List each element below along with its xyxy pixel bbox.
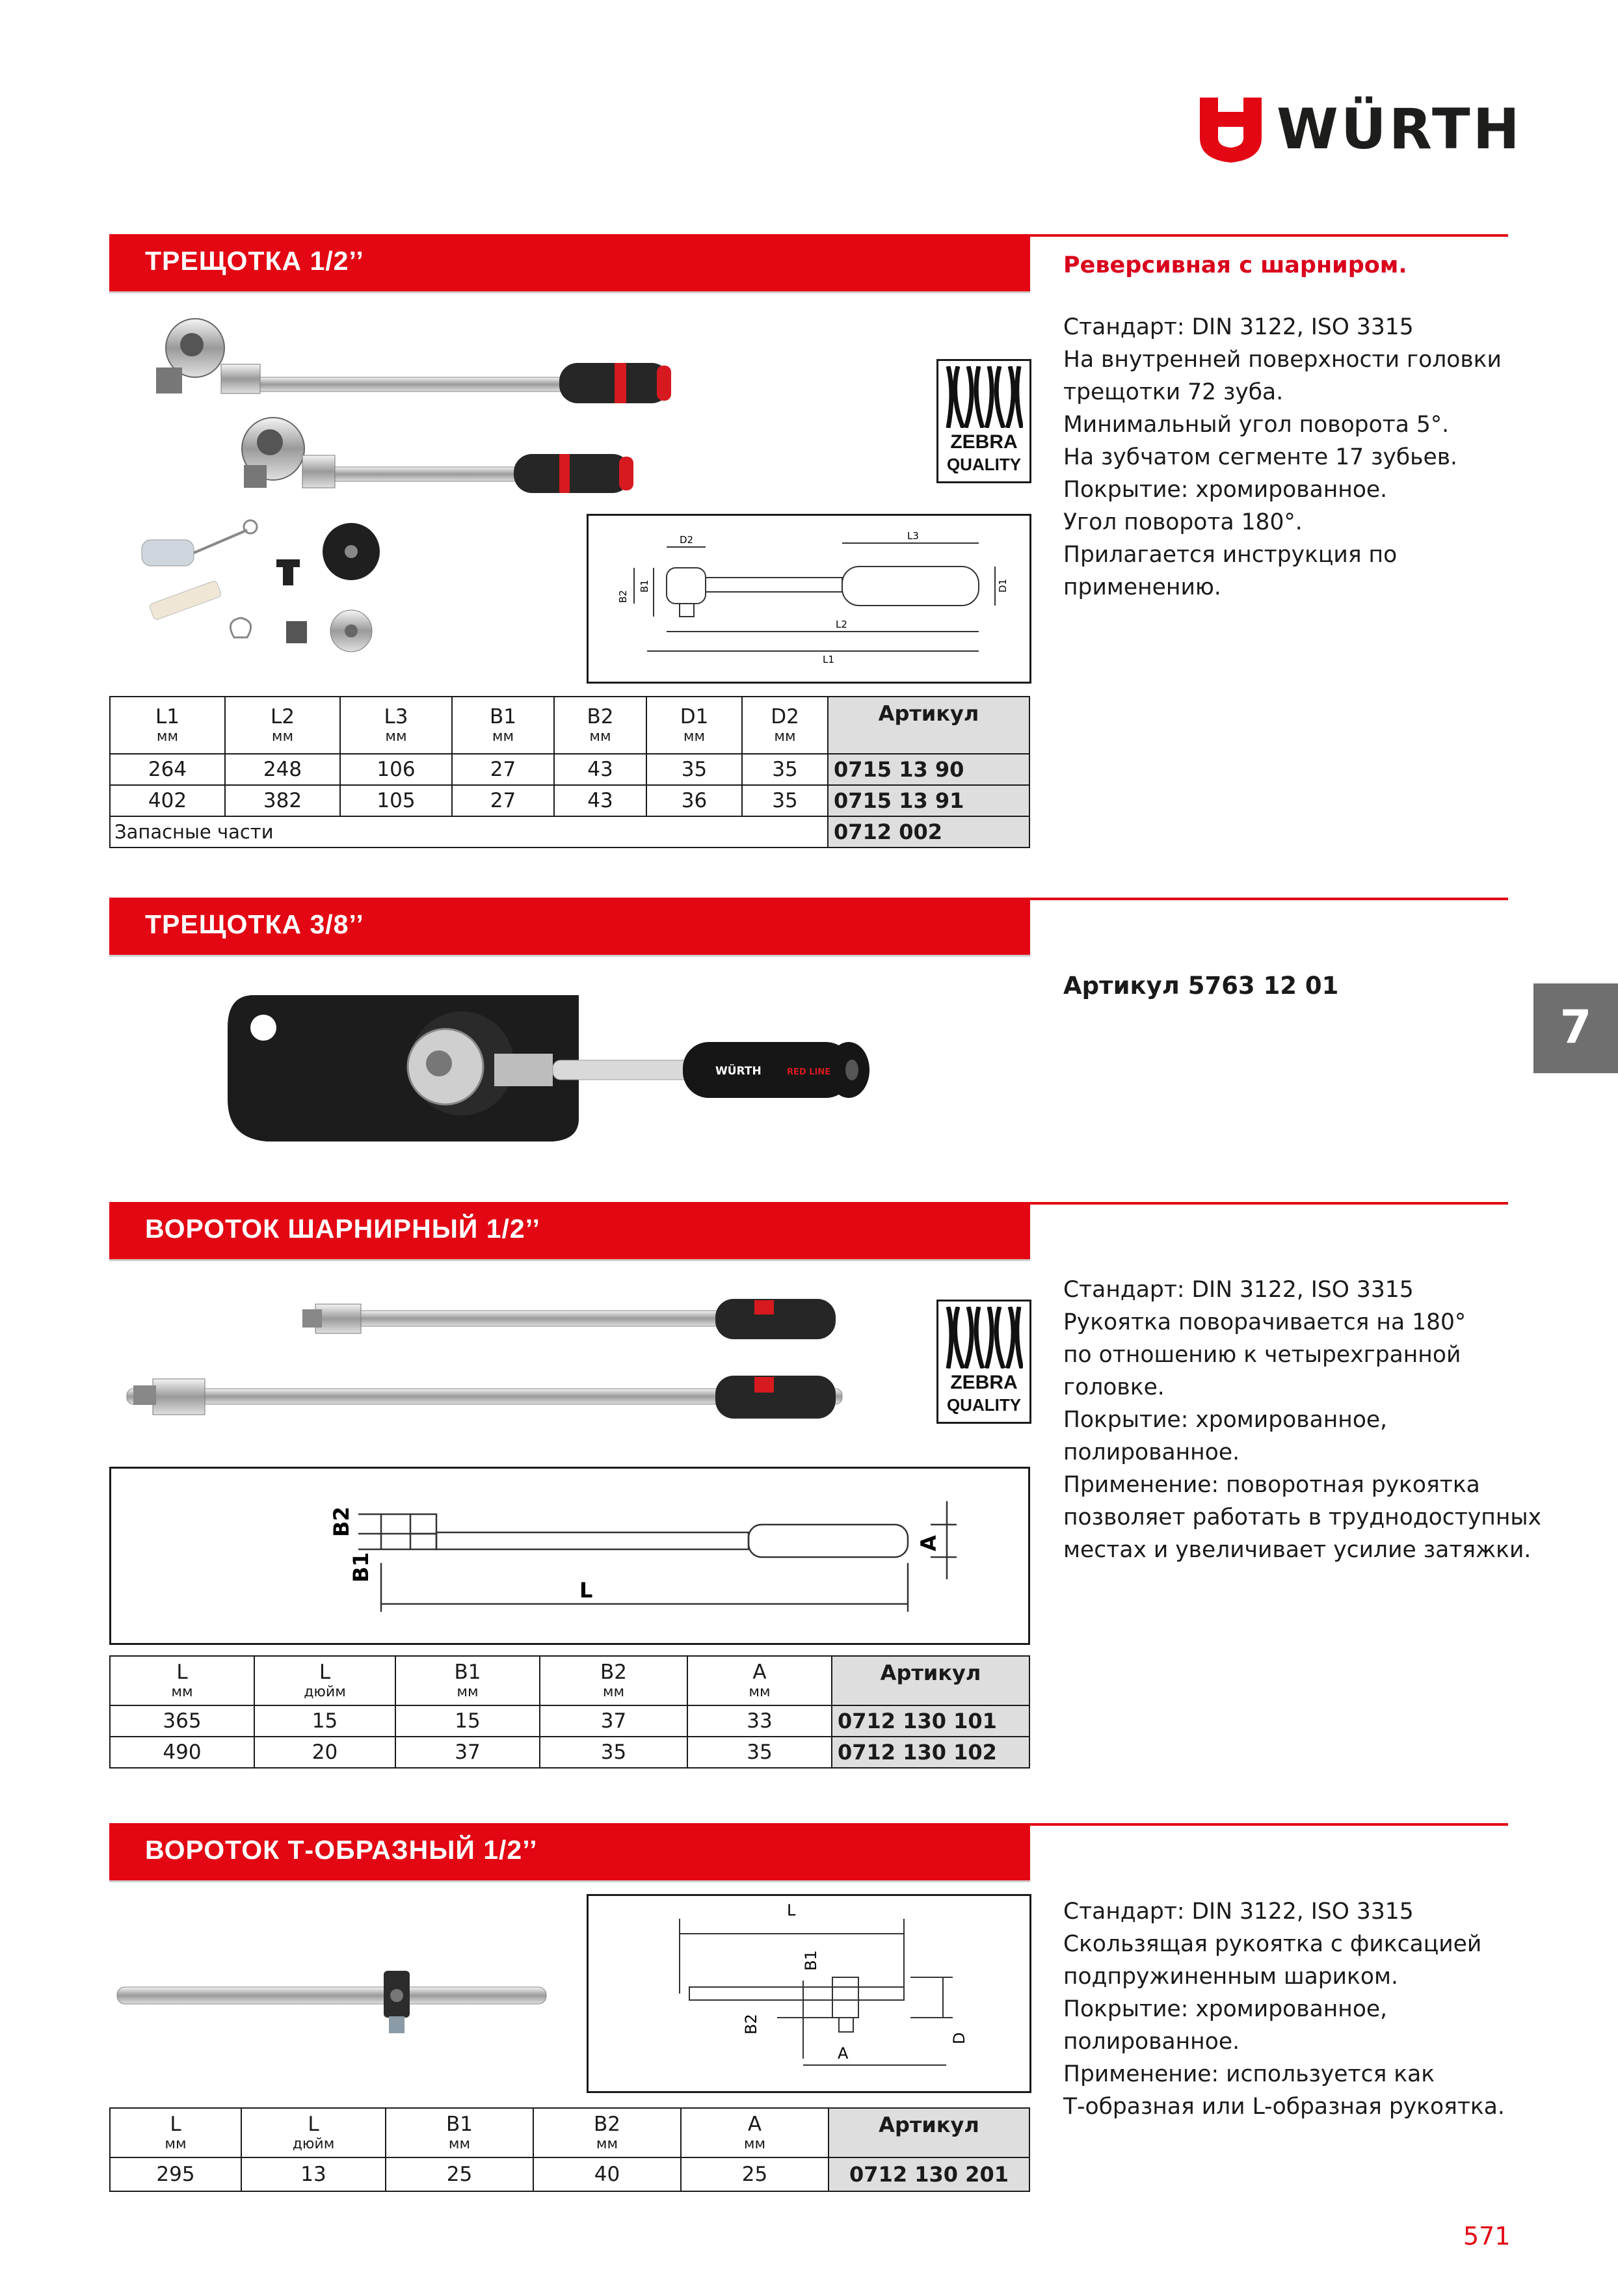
table-row <box>110 1705 1029 1737</box>
handle-brand: WÜRTH <box>715 1065 762 1078</box>
cell: 264 <box>110 754 225 785</box>
table-header-row <box>110 2108 1029 2157</box>
cell: 37 <box>540 1705 687 1737</box>
cell: 35 <box>646 754 742 785</box>
article-line: Артикул 5763 12 01 <box>1063 972 1339 1000</box>
article-number: 0715 13 90 <box>828 754 1029 785</box>
article-number: 0712 130 201 <box>829 2157 1029 2191</box>
desc-line: позволяет работать в труднодоступных <box>1063 1504 1542 1530</box>
section-rule <box>1030 898 1508 900</box>
cell: 15 <box>395 1705 540 1737</box>
chapter-tab <box>1533 983 1618 1073</box>
label-l3: L3 <box>907 530 919 542</box>
chapter-number: 7 <box>1559 1000 1592 1054</box>
section-title: ВОРОТОК Т-ОБРАЗНЫЙ 1/2’’ <box>145 1835 538 1865</box>
cell: 35 <box>687 1737 832 1768</box>
section-divider <box>109 1880 1030 1882</box>
col-header: D1 мм <box>646 697 742 754</box>
section-title: ВОРОТОК ШАРНИРНЫЙ 1/2’’ <box>145 1214 540 1244</box>
desc-line: Применение: поворотная рукоятка <box>1063 1472 1480 1498</box>
label-b2: B2 <box>742 2014 760 2035</box>
desc-line: подпружиненным шариком. <box>1063 1964 1398 1990</box>
label-b1: B1 <box>349 1552 373 1582</box>
cell: 15 <box>254 1705 395 1737</box>
desc-line: Угол поворота 180°. <box>1063 509 1303 535</box>
label-d: D <box>950 2032 968 2044</box>
article-number: 0712 002 <box>828 816 1029 848</box>
desc-line: Рукоятка поворачивается на 180° <box>1063 1309 1466 1335</box>
section-description <box>1063 1895 1512 2123</box>
zebra-label: ZEBRA <box>950 1372 1018 1393</box>
section-rule <box>1030 234 1508 237</box>
ratchet-3-8-photo <box>215 969 897 1151</box>
cell: 25 <box>386 2157 533 2191</box>
cell: 33 <box>687 1705 832 1737</box>
spare-parts-row <box>110 816 1029 848</box>
section-subtitle: Реверсивная с шарниром. <box>1063 252 1407 278</box>
article-header: Артикул <box>828 697 1029 754</box>
desc-line: по отношению к четырехгранной <box>1063 1342 1461 1368</box>
t-handle-technical-drawing <box>587 1894 1031 2093</box>
quality-label: QUALITY <box>946 455 1022 474</box>
dimension-drawing <box>589 516 1029 682</box>
zebra-stripes-icon <box>945 366 1023 428</box>
section-divider <box>109 1259 1030 1261</box>
cell: 365 <box>110 1705 254 1737</box>
desc-line: Покрытие: хромированное, <box>1063 1996 1388 2022</box>
section-rule <box>1030 1202 1508 1205</box>
desc-line: применению. <box>1063 574 1221 600</box>
cell: 295 <box>110 2157 241 2191</box>
desc-line: головке. <box>1063 1374 1165 1400</box>
label-b1: B1 <box>639 580 650 593</box>
cell: 382 <box>225 785 340 816</box>
cell: 25 <box>681 2157 829 2191</box>
cell: 35 <box>742 785 828 816</box>
desc-line: Скользящая рукоятка с фиксацией <box>1063 1931 1482 1957</box>
zebra-label: ZEBRA <box>950 431 1018 453</box>
cell: 27 <box>452 785 554 816</box>
desc-line: Стандарт: DIN 3122, ISO 3315 <box>1063 314 1414 340</box>
label-d2: D2 <box>680 534 694 546</box>
cell: 43 <box>554 754 646 785</box>
label-a: A <box>838 2044 849 2062</box>
col-header: L3 мм <box>340 697 452 754</box>
article-header: Артикул <box>832 1656 1029 1705</box>
table-header-row <box>110 697 1029 754</box>
wurth-logo-icon <box>1200 98 1262 163</box>
desc-line: Покрытие: хромированное, <box>1063 1407 1388 1433</box>
cell: 40 <box>533 2157 681 2191</box>
article-number: 0712 130 102 <box>832 1737 1029 1768</box>
col-header: B1 мм <box>386 2108 533 2157</box>
zebra-quality-badge <box>936 359 1031 483</box>
col-header: L2 мм <box>225 697 340 754</box>
col-header: B2 мм <box>554 697 646 754</box>
cell: 43 <box>554 785 646 816</box>
label-d1: D1 <box>997 578 1009 593</box>
label-l: L <box>787 1901 796 1919</box>
desc-line: На зубчатом сегменте 17 зубьев. <box>1063 444 1457 470</box>
table-header-row <box>110 1656 1029 1705</box>
desc-line: Стандарт: DIN 3122, ISO 3315 <box>1063 1277 1414 1303</box>
article-header: Артикул <box>829 2108 1029 2157</box>
label-b2: B2 <box>329 1506 354 1537</box>
table-row <box>110 2157 1029 2191</box>
zebra-stripes-icon <box>945 1307 1023 1368</box>
ratchet-technical-drawing <box>587 514 1031 684</box>
dimension-drawing <box>111 1469 1028 1643</box>
desc-line: Покрытие: хромированное. <box>1063 477 1388 503</box>
cell: 402 <box>110 785 225 816</box>
col-header: B2 мм <box>540 1656 687 1705</box>
article-number: 0712 130 101 <box>832 1705 1029 1737</box>
quality-label: QUALITY <box>946 1395 1022 1415</box>
logo-text: WÜRTH <box>1277 97 1522 162</box>
cell: 106 <box>340 754 452 785</box>
label-l2: L2 <box>836 619 847 630</box>
spec-table-t-handle <box>109 2107 1030 2192</box>
label-l1: L1 <box>823 654 834 665</box>
cell: 490 <box>110 1737 254 1768</box>
section-header-hinged-handle <box>109 1202 1030 1259</box>
section-header-ratchet-3-8 <box>109 898 1030 955</box>
cell: 35 <box>742 754 828 785</box>
article-number: 0715 13 91 <box>828 785 1029 816</box>
cell: 35 <box>540 1737 687 1768</box>
col-header: A мм <box>687 1656 832 1705</box>
spare-parts-label: Запасные части <box>110 816 828 848</box>
cell: 37 <box>395 1737 540 1768</box>
col-header: L мм <box>110 2108 241 2157</box>
wurth-logo <box>1200 97 1522 166</box>
desc-line: Применение: используется как <box>1063 2061 1435 2087</box>
label-l: L <box>579 1578 593 1603</box>
page-number: 571 <box>1463 2222 1511 2250</box>
col-header: L дюйм <box>241 2108 386 2157</box>
desc-line: местах и увеличивает усилие затяжки. <box>1063 1537 1532 1563</box>
spec-table-ratchet-1-2 <box>109 696 1030 848</box>
col-header: A мм <box>681 2108 829 2157</box>
desc-line: Минимальный угол поворота 5°. <box>1063 412 1450 438</box>
label-b1: B1 <box>802 1950 820 1971</box>
desc-line: На внутренней поверхности головки <box>1063 347 1502 373</box>
cell: 36 <box>646 785 742 816</box>
col-header: B1 мм <box>395 1656 540 1705</box>
col-header: D2 мм <box>742 697 828 754</box>
desc-line: трещотки 72 зуба. <box>1063 379 1284 405</box>
col-header: L дюйм <box>254 1656 395 1705</box>
col-header: L1 мм <box>110 697 225 754</box>
cell: 13 <box>241 2157 386 2191</box>
cell: 105 <box>340 785 452 816</box>
section-divider <box>109 291 1030 293</box>
spec-table-hinged-handle <box>109 1655 1030 1769</box>
cell: 20 <box>254 1737 395 1768</box>
desc-line: Т-образная или L-образная рукоятка. <box>1063 2094 1505 2120</box>
desc-line: Стандарт: DIN 3122, ISO 3315 <box>1063 1899 1414 1925</box>
col-header: B1 мм <box>452 697 554 754</box>
section-description <box>1063 1274 1542 1566</box>
section-divider <box>109 955 1030 957</box>
col-header: L мм <box>110 1656 254 1705</box>
label-b2: B2 <box>617 590 629 603</box>
hinged-handle-photo <box>114 1285 894 1434</box>
handle-line: RED LINE <box>787 1067 831 1077</box>
cell: 27 <box>452 754 554 785</box>
cell: 248 <box>225 754 340 785</box>
section-header-ratchet-1-2 <box>109 234 1030 291</box>
zebra-quality-badge <box>936 1300 1031 1424</box>
table-row <box>110 785 1029 816</box>
desc-line: Прилагается инструкция по <box>1063 542 1398 568</box>
desc-line: полированное. <box>1063 1439 1240 1465</box>
section-title: ТРЕЩОТКА 1/2’’ <box>145 246 364 276</box>
table-row <box>110 754 1029 785</box>
desc-line: полированное. <box>1063 2029 1240 2055</box>
section-description <box>1063 311 1512 604</box>
table-row <box>110 1737 1029 1768</box>
section-rule <box>1030 1823 1508 1826</box>
dimension-drawing <box>589 1896 1029 2091</box>
t-handle-photo <box>114 1951 556 2049</box>
col-header: B2 мм <box>533 2108 681 2157</box>
hinged-handle-technical-drawing <box>109 1467 1030 1645</box>
section-header-t-handle <box>109 1823 1030 1880</box>
section-title: ТРЕЩОТКА 3/8’’ <box>145 909 364 939</box>
label-a: A <box>916 1535 941 1551</box>
